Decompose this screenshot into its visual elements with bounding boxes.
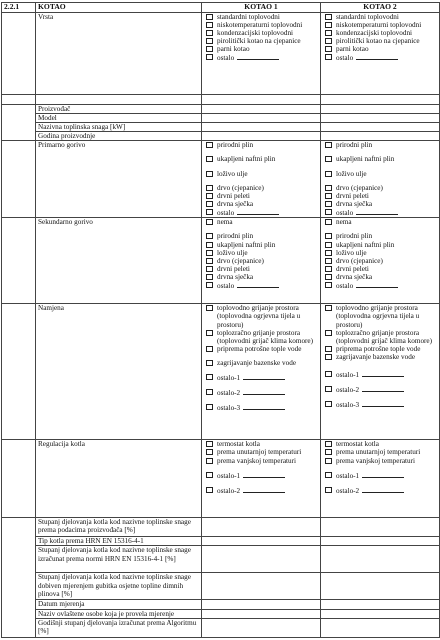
checkbox[interactable] (206, 219, 213, 225)
input-godisnji-2[interactable] (321, 618, 440, 637)
checkbox[interactable] (206, 38, 213, 44)
checkbox[interactable] (206, 14, 213, 20)
column-boiler-1: KOTAO 1 (202, 3, 321, 13)
checkbox[interactable] (206, 242, 213, 248)
gap-cell (321, 95, 440, 105)
option-sek-0[interactable]: nema (204, 218, 318, 226)
row-snaga (2, 123, 440, 132)
option-namjena-1[interactable]: toplozračno grijanje prostora (toplovodni grijač klima komore) (323, 329, 437, 345)
checkbox[interactable] (206, 441, 213, 447)
sekundarno-options-1 (202, 218, 321, 304)
option-vrsta-5[interactable]: ostalo (323, 53, 437, 62)
option-sek-5[interactable]: drvni peleti (204, 265, 318, 273)
checkbox[interactable] (325, 346, 332, 352)
checkbox[interactable] (325, 38, 332, 44)
option-sek-6[interactable]: drvna sječka (323, 273, 437, 281)
checkbox[interactable] (206, 346, 213, 352)
option-primarno-5[interactable]: drvna sječka (323, 200, 437, 208)
gap-cell (202, 95, 321, 105)
option-primarno-0[interactable]: prirodni plin (323, 141, 437, 149)
input-snaga-2[interactable] (321, 123, 440, 132)
row-godisnji (2, 618, 440, 637)
primarno-options-2 (321, 141, 440, 218)
option-vrsta-0[interactable]: standardni toplovodni (204, 13, 318, 21)
checkbox[interactable] (325, 250, 332, 256)
label-naziv: Naziv ovlaštene osobe koja je provela mjerenje (36, 609, 202, 618)
input-stupanj-proizvodac-1[interactable] (202, 518, 321, 537)
checkbox[interactable] (325, 142, 332, 148)
checkbox[interactable] (206, 233, 213, 239)
option-sek-7[interactable]: ostalo (323, 281, 437, 290)
label-tip: Tip kotla prema HRN EN 15316-4-1 (36, 537, 202, 546)
option-sek-3[interactable]: loživo ulje (204, 249, 318, 257)
fill-line[interactable] (237, 281, 279, 288)
option-vrsta-1[interactable]: niskotemperaturni toplovodni (323, 21, 437, 29)
primarno-options-1 (202, 141, 321, 218)
option-namjena-4[interactable]: ostalo-1 (204, 373, 318, 382)
input-godisnji-1[interactable] (202, 618, 321, 637)
checkbox[interactable] (206, 201, 213, 207)
checkbox[interactable] (325, 30, 332, 36)
option-sek-3[interactable]: loživo ulje (323, 249, 437, 257)
input-tip-2[interactable] (321, 537, 440, 546)
option-namjena-6[interactable]: ostalo-3 (204, 403, 318, 412)
option-namjena-3[interactable]: zagrijavanje bazenske vode (323, 353, 437, 361)
option-reg-2[interactable]: prema vanjskoj temperaturi (204, 457, 318, 465)
option-namjena-0[interactable]: toplovodno grijanje prostora (toplovodna ogrjevna tijela u prostoru) (323, 304, 437, 328)
column-boiler-2: KOTAO 2 (321, 3, 440, 13)
label-godisnji: Godišnji stupanj djelovanja izračunat prema Algoritmu [%] (36, 618, 202, 637)
regulacija-options-2 (321, 440, 440, 518)
fill-line[interactable] (362, 400, 404, 407)
input-model-1[interactable] (202, 114, 321, 123)
option-sek-5[interactable]: drvni peleti (323, 265, 437, 273)
num-cell (2, 105, 36, 141)
option-primarno-2[interactable]: loživo ulje (204, 170, 318, 178)
checkbox[interactable] (206, 209, 213, 215)
checkbox[interactable] (206, 449, 213, 455)
option-vrsta-4[interactable]: parni kotao (204, 45, 318, 53)
namjena-options-1 (202, 304, 321, 440)
checkbox[interactable] (325, 242, 332, 248)
option-sek-1[interactable]: prirodni plin (323, 232, 437, 240)
checkbox[interactable] (206, 330, 213, 336)
checkbox[interactable] (325, 185, 332, 191)
row-namjena (2, 304, 440, 440)
input-stupanj-proizvodac-2[interactable] (321, 518, 440, 537)
input-stupanj-norma-2[interactable] (321, 546, 440, 573)
option-primarno-3[interactable]: drvo (cjepanice) (323, 184, 437, 192)
row-datum (2, 600, 440, 609)
option-reg-4[interactable]: ostalo-2 (323, 486, 437, 495)
row-stupanj-norma (2, 546, 440, 573)
checkbox[interactable] (206, 171, 213, 177)
label-proizvodac: Proizvođač (36, 105, 202, 114)
checkbox[interactable] (206, 258, 213, 264)
checkbox[interactable] (325, 487, 332, 493)
num-cell (2, 13, 36, 95)
option-reg-4[interactable]: ostalo-2 (204, 486, 318, 495)
checkbox[interactable] (206, 142, 213, 148)
option-reg-2[interactable]: prema vanjskoj temperaturi (323, 457, 437, 465)
fill-line[interactable] (243, 373, 285, 380)
checkbox[interactable] (325, 386, 332, 392)
checkbox[interactable] (325, 354, 332, 360)
gap-cell (36, 95, 202, 105)
option-namjena-4[interactable]: ostalo-1 (323, 370, 437, 379)
checkbox[interactable] (325, 171, 332, 177)
option-sek-6[interactable]: drvna sječka (204, 273, 318, 281)
checkbox[interactable] (325, 330, 332, 336)
checkbox[interactable] (325, 274, 332, 280)
checkbox[interactable] (206, 266, 213, 272)
option-namjena-1[interactable]: toplozračno grijanje prostora (toplovodni grijač klima komore) (204, 329, 318, 345)
option-vrsta-2[interactable]: kondenzacijski toplovodni (323, 29, 437, 37)
option-namjena-0[interactable]: toplovodno grijanje prostora (toplovodna ogrjevna tijela u prostoru) (204, 304, 318, 328)
option-primarno-4[interactable]: drvni peleti (204, 192, 318, 200)
checkbox[interactable] (325, 54, 332, 60)
namjena-options-2 (321, 304, 440, 440)
row-primarno (2, 141, 440, 218)
row-model (2, 114, 440, 123)
checkbox[interactable] (325, 258, 332, 264)
option-reg-0[interactable]: termostat kotla (323, 440, 437, 448)
checkbox[interactable] (206, 250, 213, 256)
fill-line[interactable] (356, 281, 398, 288)
checkbox[interactable] (206, 305, 213, 311)
row-stupanj-proizvodac (2, 518, 440, 537)
label-model: Model (36, 114, 202, 123)
label-vrsta: Vrsta (36, 13, 202, 95)
input-stupanj-mjerenje-1[interactable] (202, 573, 321, 600)
option-sek-2[interactable]: ukapljeni naftni plin (323, 241, 437, 249)
option-primarno-1[interactable]: ukapljeni naftni plin (323, 155, 437, 163)
checkbox[interactable] (206, 193, 213, 199)
fill-line[interactable] (243, 486, 285, 493)
section-title: KOTAO (36, 3, 202, 13)
option-primarno-1[interactable]: ukapljeni naftni plin (204, 155, 318, 163)
label-stupanj-norma: Stupanj djelovanja kotla kod nazivne toplinske snage izračunat prema normi HRN EN 15316-4-1 [%] (36, 546, 202, 573)
input-naziv-2[interactable] (321, 609, 440, 618)
option-namjena-5[interactable]: ostalo-2 (323, 385, 437, 394)
checkbox[interactable] (206, 282, 213, 288)
checkbox[interactable] (206, 274, 213, 280)
checkbox[interactable] (325, 282, 332, 288)
input-godina-1[interactable] (202, 132, 321, 141)
option-namjena-3[interactable]: zagrijavanje bazenske vode (204, 359, 318, 367)
option-sek-2[interactable]: ukapljeni naftni plin (204, 241, 318, 249)
gap-cell (2, 95, 36, 105)
checkbox[interactable] (206, 46, 213, 52)
regulacija-options-1 (202, 440, 321, 518)
boiler-form-table (1, 2, 440, 638)
fill-line[interactable] (356, 208, 398, 215)
option-sek-0[interactable]: nema (323, 218, 437, 226)
option-primarno-6[interactable]: ostalo (323, 208, 437, 217)
label-godina: Godina proizvodnje (36, 132, 202, 141)
label-primarno: Primarno gorivo (36, 141, 202, 218)
option-namjena-6[interactable]: ostalo-3 (323, 400, 437, 409)
label-datum: Datum mjerenja (36, 600, 202, 609)
checkbox[interactable] (325, 156, 332, 162)
checkbox[interactable] (325, 305, 332, 311)
num-cell (2, 304, 36, 440)
input-datum-2[interactable] (321, 600, 440, 609)
checkbox[interactable] (206, 472, 213, 478)
checkbox[interactable] (325, 449, 332, 455)
fill-line[interactable] (243, 388, 285, 395)
fill-line[interactable] (356, 53, 398, 60)
sekundarno-options-2 (321, 218, 440, 304)
option-vrsta-2[interactable]: kondenzacijski toplovodni (204, 29, 318, 37)
input-model-2[interactable] (321, 114, 440, 123)
input-stupanj-norma-1[interactable] (202, 546, 321, 573)
fill-line[interactable] (362, 370, 404, 377)
input-snaga-1[interactable] (202, 123, 321, 132)
checkbox[interactable] (206, 30, 213, 36)
input-godina-2[interactable] (321, 132, 440, 141)
option-reg-3[interactable]: ostalo-1 (204, 471, 318, 480)
num-cell (2, 141, 36, 218)
label-stupanj-proizvodac: Stupanj djelovanja kotla kod nazivne toplinske snage prema podacima proizvođača [%] (36, 518, 202, 537)
checkbox[interactable] (206, 22, 213, 28)
fill-line[interactable] (362, 486, 404, 493)
option-primarno-4[interactable]: drvni peleti (323, 192, 437, 200)
checkbox[interactable] (206, 404, 213, 410)
option-vrsta-1[interactable]: niskotemperaturni toplovodni (204, 21, 318, 29)
checkbox[interactable] (206, 360, 213, 366)
row-vrsta (2, 13, 440, 95)
label-namjena: Namjena (36, 304, 202, 440)
row-naziv (2, 609, 440, 618)
checkbox[interactable] (325, 219, 332, 225)
fill-line[interactable] (237, 208, 279, 215)
option-sek-7[interactable]: ostalo (204, 281, 318, 290)
checkbox[interactable] (325, 441, 332, 447)
fill-line[interactable] (362, 471, 404, 478)
checkbox[interactable] (206, 156, 213, 162)
checkbox[interactable] (325, 201, 332, 207)
option-sek-4[interactable]: drvo (cjepanice) (323, 257, 437, 265)
fill-line[interactable] (237, 53, 279, 60)
option-vrsta-5[interactable]: ostalo (204, 53, 318, 62)
checkbox[interactable] (325, 401, 332, 407)
option-namjena-2[interactable]: priprema potrošne tople vode (204, 345, 318, 353)
input-proizvodac-1[interactable] (202, 105, 321, 114)
checkbox[interactable] (206, 185, 213, 191)
fill-line[interactable] (243, 403, 285, 410)
option-reg-3[interactable]: ostalo-1 (323, 471, 437, 480)
section-number: 2.2.1 (2, 3, 36, 13)
option-sek-1[interactable]: prirodni plin (204, 232, 318, 240)
row-proizvodac (2, 105, 440, 114)
input-stupanj-mjerenje-2[interactable] (321, 573, 440, 600)
fill-line[interactable] (243, 471, 285, 478)
option-primarno-2[interactable]: loživo ulje (323, 170, 437, 178)
num-cell (2, 218, 36, 304)
label-snaga: Nazivna toplinska snaga [kW] (36, 123, 202, 132)
label-stupanj-mjerenje: Stupanj djelovanja kotla kod nazivne toplinske snage dobiven mjerenjem gubitka osjetne topline dimnih plinova [%] (36, 573, 202, 600)
option-namjena-2[interactable]: priprema potrošne tople vode (323, 345, 437, 353)
checkbox[interactable] (325, 14, 332, 20)
input-tip-1[interactable] (202, 537, 321, 546)
label-sekundarno: Sekundarno gorivo (36, 218, 202, 304)
row-stupanj-mjerenje (2, 573, 440, 600)
option-reg-1[interactable]: prema unutarnjoj temperaturi (323, 448, 437, 456)
option-reg-1[interactable]: prema unutarnjoj temperaturi (204, 448, 318, 456)
option-sek-4[interactable]: drvo (cjepanice) (204, 257, 318, 265)
checkbox[interactable] (325, 22, 332, 28)
option-vrsta-0[interactable]: standardni toplovodni (323, 13, 437, 21)
option-namjena-5[interactable]: ostalo-2 (204, 388, 318, 397)
checkbox[interactable] (325, 233, 332, 239)
checkbox[interactable] (206, 487, 213, 493)
checkbox[interactable] (206, 374, 213, 380)
option-vrsta-4[interactable]: parni kotao (323, 45, 437, 53)
checkbox[interactable] (325, 371, 332, 377)
checkbox[interactable] (325, 46, 332, 52)
option-vrsta-3[interactable]: pirolitički kotao na cjepanice (204, 37, 318, 45)
checkbox[interactable] (325, 209, 332, 215)
row-sekundarno (2, 218, 440, 304)
option-reg-0[interactable]: termostat kotla (204, 440, 318, 448)
fill-line[interactable] (362, 385, 404, 392)
input-datum-1[interactable] (202, 600, 321, 609)
checkbox[interactable] (325, 458, 332, 464)
vrsta-options-1 (202, 13, 321, 95)
option-vrsta-3[interactable]: pirolitički kotao na cjepanice (323, 37, 437, 45)
checkbox[interactable] (325, 193, 332, 199)
option-primarno-6[interactable]: ostalo (204, 208, 318, 217)
checkbox[interactable] (206, 54, 213, 60)
checkbox[interactable] (325, 472, 332, 478)
header-row (2, 3, 440, 13)
row-regulacija (2, 440, 440, 518)
option-primarno-0[interactable]: prirodni plin (204, 141, 318, 149)
row-tip (2, 537, 440, 546)
option-primarno-5[interactable]: drvna sječka (204, 200, 318, 208)
checkbox[interactable] (206, 458, 213, 464)
input-naziv-1[interactable] (202, 609, 321, 618)
option-primarno-3[interactable]: drvo (cjepanice) (204, 184, 318, 192)
num-cell (2, 440, 36, 518)
checkbox[interactable] (325, 266, 332, 272)
gap-row (2, 95, 440, 105)
vrsta-options-2 (321, 13, 440, 95)
row-godina (2, 132, 440, 141)
checkbox[interactable] (206, 389, 213, 395)
label-regulacija: Regulacija kotla (36, 440, 202, 518)
num-cell (2, 518, 36, 637)
input-proizvodac-2[interactable] (321, 105, 440, 114)
